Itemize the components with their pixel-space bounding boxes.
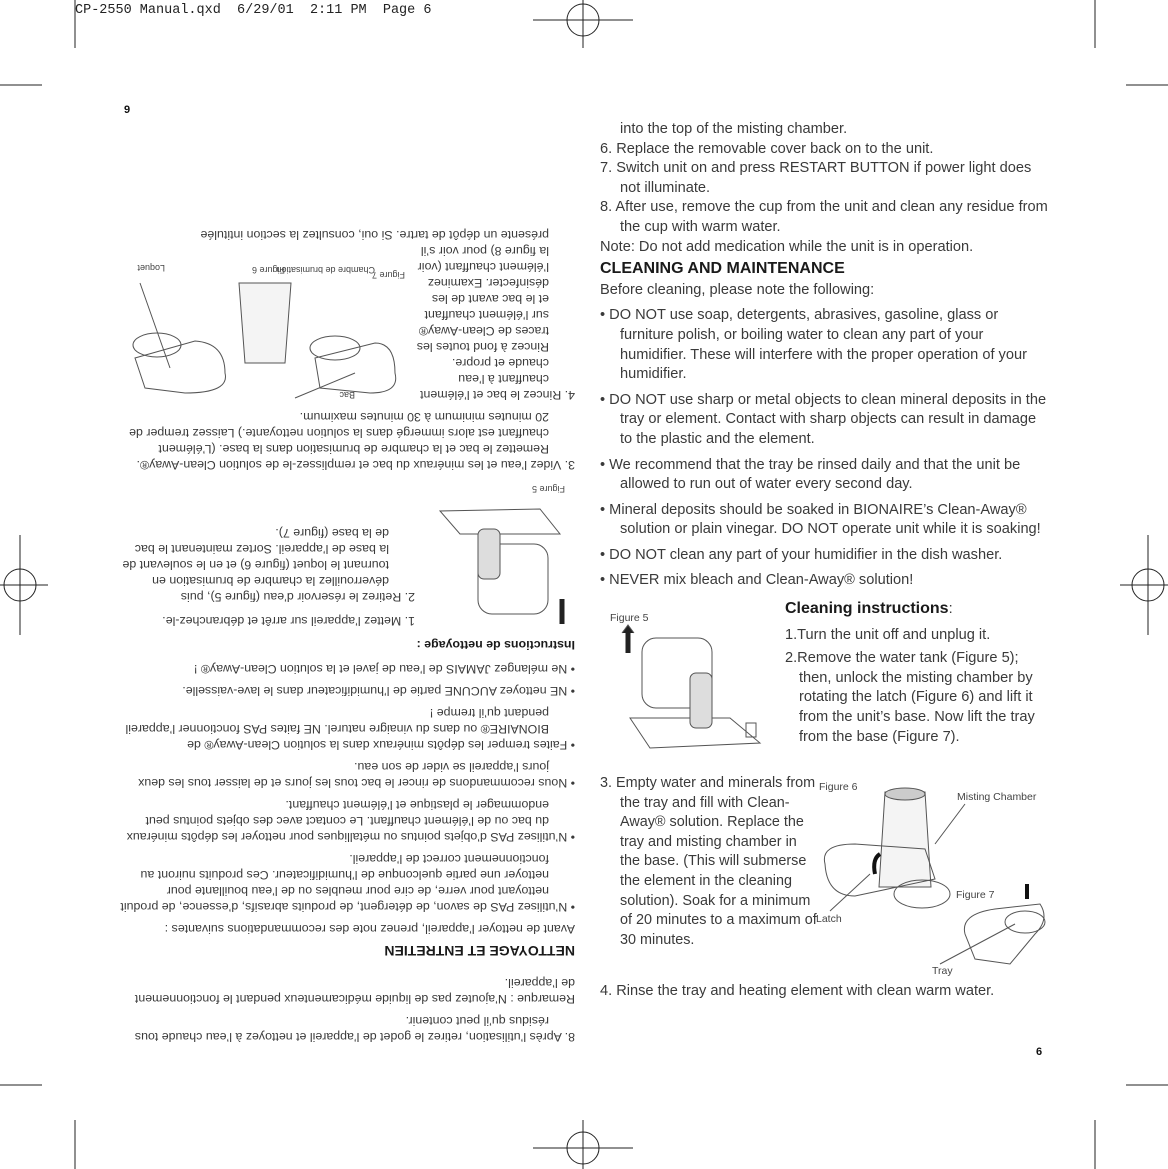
cleaning-step-1: 1.Turn the unit off and unplug it. [785, 626, 991, 643]
cleaning-instructions [785, 599, 1050, 747]
misting-chamber-label: Misting Chamber [957, 791, 1037, 804]
french-column-inverted [120, 100, 575, 1045]
fr-bullet: • N’utilisez PAS de savon, de détergent, de produits abrasifs, d’essence, de produit nettoyant pour verre, de cire pour meubles ou de l’eau bouillante pour nettoyer une partie quelconque de l’humidificateur. Ces produits nuiront au fonctionnement correct de l’appareil. [120, 852, 575, 914]
fr-bullet: • Faites tremper les dépôts minéraux dans la solution Clean-Away® de BIONAIRE® ou dans du vinaigre naturel. NE faites PAS fonctionner l’appareil pendant qu’il trempe ! [125, 706, 575, 752]
fr-bullet: • Ne mélangez JAMAIS de l’eau de javel et la solution Clean-Away® ! [193, 662, 575, 676]
cleaning-step-3: 3. Empty water and minerals from the tray and fill with Clean-Away® solution. Replace the tray and misting chamber in the base. (This will submerse the element in the cleaning solution). Soak for a minimum of 20 minutes to a maximum of 30 minutes. [600, 775, 817, 948]
section-heading: CLEANING AND MAINTENANCE [600, 260, 845, 278]
fr-step-8: 8. Après l’utilisation, retirez le godet de l’appareil et nettoyez à l’eau chaude tous résidus qu’il peut contenir. [134, 1014, 575, 1044]
fr-step-4: 4. Rincez le bac et l’élément chauffant à l’eau chaude et propre. Rincez à fond toutes les traces de Clean-Away® sur l’élément chauffant et le bac avant de les désinfecter. Examinez l’élément chauffant (voir la figure 8) pour voir s’il présente un dépôt de tartre. Si oui, consultez la section intitulée [200, 228, 575, 402]
latch-label: Latch [816, 913, 842, 926]
intro: Before cleaning, please note the following: [600, 281, 875, 298]
figure-5-humidifier-illustration [620, 623, 780, 763]
bullet: • DO NOT use sharp or metal objects to clean mineral deposits in the tray or element. Contact with sharp objects can result in damage to the plastic and the element. [600, 391, 1047, 447]
fr-bullet: • N’utilisez PAS d’objets pointus ou métalliques pour nettoyer les dépôts minéraux du bac ou de l’élément chauffant. Le contact avec des objets pointus peut endommager le plastique et l’élément chauffant. [126, 798, 575, 844]
fr-section-heading: NETTOYAGE ET ENTRETIEN [384, 943, 575, 959]
tray-label: Tray [932, 965, 953, 978]
cleaning-instructions-heading: Cleaning instructions [785, 600, 949, 618]
fr-figure-5 [425, 479, 575, 629]
bullet: • DO NOT use soap, detergents, abrasives, gasoline, glass or furniture polish, or boiling water to clean any part of your humidifier. These will interfere with the proper operation of your humidifier. [600, 307, 1027, 383]
bullet: • DO NOT clean any part of your humidifier in the dish washer. [600, 546, 1003, 563]
page-number-left: 9 [124, 104, 131, 116]
page-number-right: 6 [1036, 1046, 1043, 1058]
heading-colon: : [948, 601, 953, 618]
bullet: • Mineral deposits should be soaked in BIONAIRE’s Clean-Away® solution or plain vinegar. DO NOT operate unit while it is soaking! [600, 501, 1041, 538]
fr-figure-6-7-illustration [125, 263, 415, 403]
english-column [600, 120, 1050, 1002]
figure-5-block [600, 595, 1050, 770]
fr-step-1: 1. Mettez l’appareil sur arrêt et débranchez-le. [162, 614, 415, 628]
cleaning-step-2: 2.Remove the water tank (Figure 5); then, unlock the misting chamber by rotating the latch (Figure 6) and lift it from the unit’s base. Now lift the tray from the base (Figure 7). [785, 650, 1035, 745]
fr-note: Remarque : N’ajoutez pas de liquide médicamenteux pendant le fonctionnement de l’appareil. [134, 976, 575, 1006]
fr-bullet: • NE nettoyez AUCUNE partie de l’humidificateur dans le lave-vaisselle. [182, 684, 575, 698]
fr-figure-5-block [120, 227, 575, 629]
fr-cleaning-heading: Instructions de nettoyage : [416, 638, 575, 652]
cleaning-step-4: 4. Rinse the tray and heating element with clean warm water. [600, 983, 995, 1000]
fr-chambre-label: Chambre de brumisation [276, 265, 375, 275]
fr-bac-label: Bac [339, 390, 355, 400]
note: Note: Do not add medication while the unit is in operation. [600, 238, 974, 255]
print-slug: CP-2550 Manual.qxd 6/29/01 2:11 PM Page 6 [75, 3, 432, 18]
figure-6-7-illustration [815, 784, 1055, 974]
fr-step-3: 3. Videz l’eau et les minéraux du bac et remplissez-le de solution Clean-Away®. Remettez le bac et la chambre de brumisation dans la base. (L’élément chauffant est alors immergé dans la solution nettoyante.) Laissez tremper de 20 minutes minimum à 30 minutes maximum. [129, 410, 575, 472]
fr-figure-5-label: Figure 5 [531, 484, 565, 494]
fr-figure-7-label: Figure 7 [371, 270, 405, 280]
step-7: 7. Switch unit on and press RESTART BUTTON if power light does not illuminate. [600, 160, 1032, 196]
bullet: • NEVER mix bleach and Clean-Away® solution! [600, 572, 914, 589]
fr-bullet: • Nous recommandons de rincer le bac tous les jours et de laisser tous les deux jours l’appareil se vider de son eau. [138, 760, 575, 790]
bullet: • We recommend that the tray be rinsed daily and that the unit be allowed to run out of water every second day. [600, 456, 1021, 493]
fr-intro: Avant de nettoyer l’appareil, prenez note des recommandations suivantes : [164, 922, 575, 936]
fr-figure-6-7 [120, 258, 415, 403]
fr-figure-6-label: Figure 6 [251, 265, 285, 275]
step-8: 8. After use, remove the cup from the unit and clean any residue from the cup with warm water. [600, 199, 1048, 235]
step-5-continued: into the top of the misting chamber. [620, 121, 848, 137]
figure-6-label: Figure 6 [819, 781, 858, 794]
figure-7-label: Figure 7 [956, 889, 995, 902]
fr-figure-5-illustration [430, 499, 570, 629]
fr-loquet-label: Loquet [137, 263, 165, 273]
figure-5-label: Figure 5 [610, 612, 649, 625]
fr-step-2: 2. Retirez le réservoir d’eau (figure 5), puis déverrouillez la chambre de brumisation en tournant le loquet (figure 6) et en le soulevant de la base de l’appareil. Sortez maintenant le bac de la base (figure 7). [122, 526, 415, 604]
figure-6-7-block [600, 774, 1050, 982]
step-6: 6. Replace the removable cover back on to the unit. [600, 140, 934, 157]
